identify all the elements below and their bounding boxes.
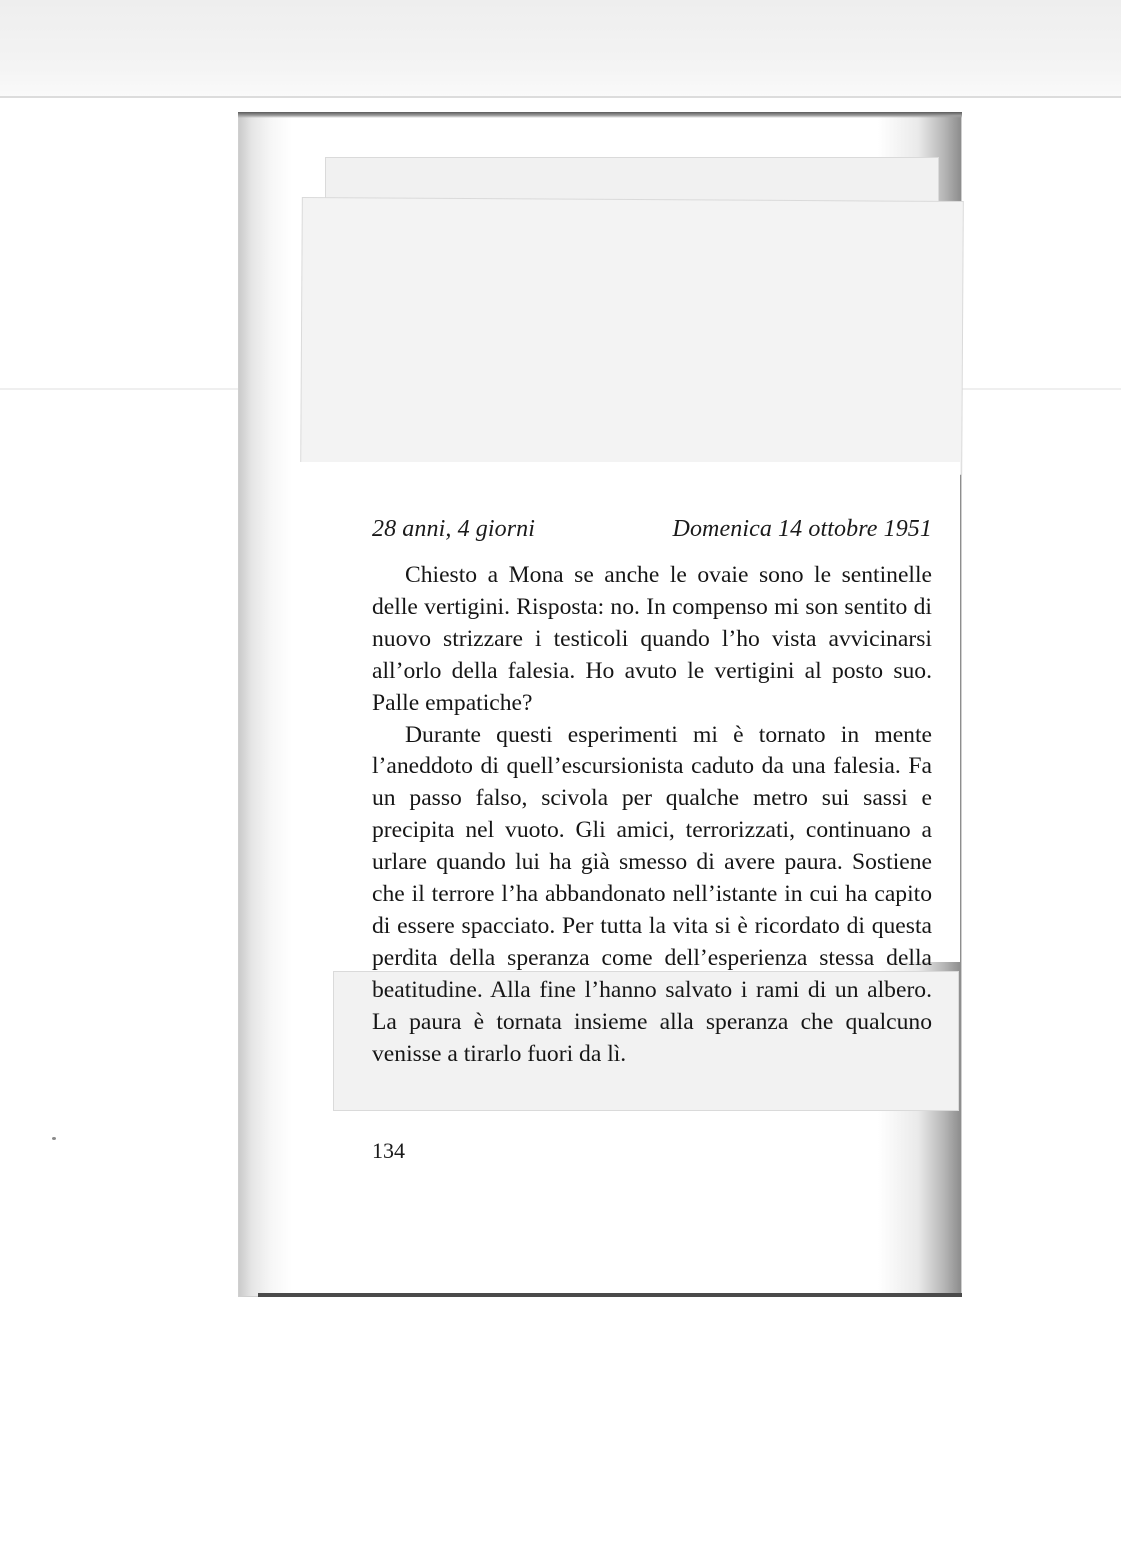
running-head-date: Domenica 14 ottobre 1951 [672, 516, 932, 542]
page-number: 134 [372, 1138, 405, 1163]
page-bottom-shadow [258, 1293, 962, 1297]
running-head [372, 516, 932, 543]
page-top-shadow [238, 112, 962, 118]
diary-entry [372, 560, 932, 1071]
scan-speck [52, 1137, 56, 1140]
running-head-age: 28 anni, 4 giorni [372, 516, 536, 542]
paragraph-2: Durante questi esperimenti mi è tornato in mente l’aneddoto di quell’escursionista caduto da una falesia. Fa un passo falso, scivola per qualche metro sui sassi e precipita nel vuoto. Gli amici, terrorizzati, continuano a urlare quando lui ha già smesso di avere paura. Sostiene che il terrore l’ha abbandonato nell’istante in cui ha capito di essere spacciato. Per tutta la vita si è ricordato di questa perdita della speranza come dell’esperienza stessa della beatitudine. Alla fine l’hanno salvato i rami di un albero. La paura è tornata insieme alla speranza che qualcuno venisse a tirarlo fuori da lì. [372, 721, 932, 1067]
masking-strip-upper [301, 198, 963, 474]
paragraph-1: Chiesto a Mona se anche le ovaie sono le sentinelle delle vertigini. Risposta: no. In compenso mi son sentito di nuovo strizzare i testicoli quando l’ho vista avvicinarsi all’orlo della falesia. Ho avuto le vertigini al posto suo. Palle empatiche? [372, 562, 932, 716]
scanner-top-edge [0, 0, 1121, 98]
